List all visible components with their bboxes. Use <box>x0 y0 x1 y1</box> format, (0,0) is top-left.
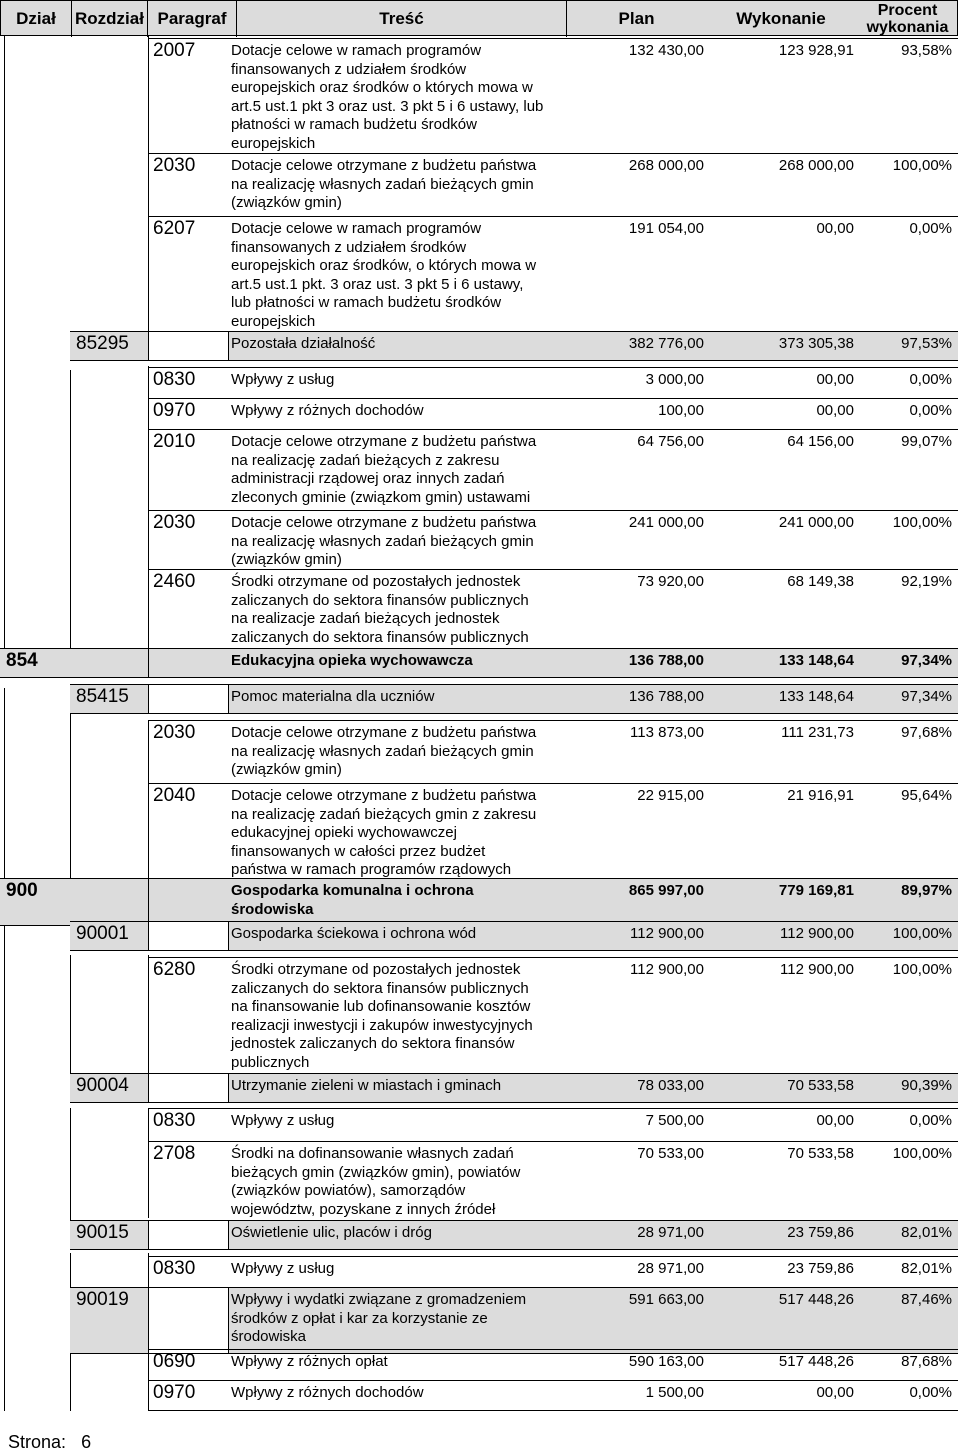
rozdzial-left-rule-6 <box>70 1345 71 1411</box>
header-plan: Plan <box>566 1 706 37</box>
plan-value: 136 788,00 <box>628 652 704 669</box>
wykonanie-value: 133 148,64 <box>778 688 854 705</box>
paragraf-code: 0970 <box>153 1382 196 1403</box>
plan-value: 113 873,00 <box>630 724 704 741</box>
paragraf-top-rule <box>148 510 958 511</box>
row-description-line: publicznych <box>231 1053 310 1071</box>
paragraf-code: 2010 <box>153 431 196 452</box>
header-wykonanie: Wykonanie <box>736 9 826 28</box>
paragraf-code: 2460 <box>153 571 196 592</box>
procent-value: 100,00% <box>892 514 952 531</box>
row-description-line: na realizację własnych zadań bieżących gmin <box>231 742 534 760</box>
procent-value: 82,01% <box>901 1260 952 1277</box>
rozdzial-gap <box>148 684 228 713</box>
plan-value: 7 500,00 <box>645 1112 704 1129</box>
row-description-line: (związków gmin) <box>231 194 342 211</box>
paragraf-code: 6207 <box>153 218 196 239</box>
row-description-line: państwa w ramach programów rządowych <box>231 861 512 878</box>
rozdzial-tresc-rule <box>228 921 229 950</box>
paragraf-left-rule-4 <box>148 955 149 1075</box>
plan-value: 28 971,00 <box>637 1260 704 1277</box>
row-description-line: Środki otrzymane od pozostałych jednostek <box>231 961 521 978</box>
plan-value: 1 500,00 <box>645 1384 704 1401</box>
paragraf-top-rule <box>148 569 958 570</box>
paragraf-left-rule-6 <box>148 1253 149 1288</box>
row-description-line: na finansowanie lub dofinansowanie kosztów <box>231 998 531 1015</box>
procent-value: 100,00% <box>892 961 952 978</box>
row-description-line: płatności w ramach budżetu środków <box>231 116 477 133</box>
row-description-line: środowiska <box>231 900 314 918</box>
paragraf-left-rule-5 <box>148 1108 149 1218</box>
row-description-line: lub płatności w ramach budżetu środków <box>231 294 502 311</box>
plan-value: 132 430,00 <box>628 42 704 59</box>
rozdzial-bottom-rule <box>70 360 958 361</box>
row-description-line: (związków powiatów), samorządów <box>231 1182 466 1199</box>
row-description-line: zaliczanych do sektora finansów publicznych <box>231 591 529 609</box>
procent-value: 89,97% <box>901 882 952 899</box>
row-description-line: Dotacje celowe w ramach programów <box>231 42 482 59</box>
rozdzial-left-rule-4 <box>70 1108 71 1223</box>
row-description-line: Pozostała działalność <box>231 335 376 352</box>
row-description-line: województw, pozyskane z innych źródeł <box>231 1200 496 1218</box>
header-paragraf: Paragraf <box>147 1 236 37</box>
rozdzial-bottom-rule <box>70 1102 958 1103</box>
row-description-line: edukacyjnej opieki wychowawczej <box>231 824 457 841</box>
wykonanie-value: 517 448,26 <box>778 1291 854 1308</box>
procent-value: 97,53% <box>901 335 952 352</box>
row-description-line: europejskich <box>231 134 316 152</box>
paragraf-top-rule <box>148 783 958 784</box>
row-description-line: na realizację zadań bieżących gmin z zakresu <box>231 805 537 823</box>
rozdzial-paragraf-rule <box>148 1073 149 1102</box>
footer-label: Strona: <box>8 1432 67 1452</box>
plan-value: 64 756,00 <box>637 433 704 450</box>
wykonanie-value: 23 759,86 <box>787 1224 854 1241</box>
plan-value: 865 997,00 <box>628 882 704 899</box>
procent-value: 97,34% <box>901 652 952 669</box>
rozdzial-code: 90019 <box>76 1289 129 1310</box>
row-description-line: Dotacje celowe otrzymane z budżetu państwa <box>231 157 537 174</box>
row-description-line: na realizację własnych zadań bieżących gmin <box>231 532 534 550</box>
rozdzial-left-rule-2 <box>70 688 71 883</box>
wykonanie-value: 373 305,38 <box>778 335 854 352</box>
table-bottom-rule <box>148 1410 958 1411</box>
row-description-line: zaliczanych do sektora finansów publicznych <box>231 628 529 646</box>
header-procent-line2: wykonania <box>866 19 949 36</box>
paragraf-code: 0690 <box>153 1351 196 1372</box>
wykonanie-value: 112 900,00 <box>780 925 854 942</box>
procent-value: 100,00% <box>892 157 952 174</box>
dzial-left-rule <box>4 36 5 648</box>
paragraf-code: 2030 <box>153 722 196 743</box>
paragraf-top-rule <box>148 1108 958 1109</box>
procent-value: 100,00% <box>892 1145 952 1162</box>
row-description-line: Utrzymanie zieleni w miastach i gminach <box>231 1077 502 1094</box>
plan-value: 268 000,00 <box>628 157 704 174</box>
plan-value: 78 033,00 <box>637 1077 704 1094</box>
procent-value: 87,68% <box>901 1353 952 1370</box>
rozdzial-left-rule-5 <box>70 1253 71 1290</box>
wykonanie-value: 70 533,58 <box>787 1077 854 1094</box>
paragraf-code: 0830 <box>153 1258 196 1279</box>
paragraf-code: 2007 <box>153 40 196 61</box>
dzial-code: 854 <box>6 650 38 671</box>
paragraf-code: 2708 <box>153 1143 196 1164</box>
plan-value: 241 000,00 <box>628 514 704 531</box>
rozdzial-code: 90001 <box>76 923 129 944</box>
rozdzial-top-rule <box>70 1220 958 1221</box>
paragraf-left-rule-3 <box>148 720 149 880</box>
plan-value: 28 971,00 <box>637 1224 704 1241</box>
procent-value: 97,34% <box>901 688 952 705</box>
wykonanie-value: 00,00 <box>816 220 854 237</box>
paragraf-code: 2030 <box>153 155 196 176</box>
wykonanie-value: 112 900,00 <box>780 961 854 978</box>
row-description-line: europejskich oraz środków, o których mowa w <box>231 257 537 274</box>
row-description-line: art.5 ust.1 pkt 3 oraz ust. 3 pkt 5 i 6 ustawy, lub <box>231 97 544 115</box>
rozdzial-tresc-rule <box>228 331 229 360</box>
wykonanie-value: 111 231,73 <box>781 724 854 741</box>
rozdzial-code: 85415 <box>76 686 129 707</box>
paragraf-top-rule <box>148 367 958 368</box>
header-procent <box>856 1 959 37</box>
rozdzial-tresc-rule <box>228 1287 229 1353</box>
row-description-line: art.5 ust.1 pkt. 3 oraz ust. 3 pkt 5 i 6 ustawy, <box>231 275 524 293</box>
rozdzial-tresc-rule <box>228 1073 229 1102</box>
paragraf-top-rule <box>148 1380 958 1381</box>
wykonanie-value: 68 149,38 <box>787 573 854 590</box>
row-description-line: Środki na dofinansowanie własnych zadań <box>231 1145 514 1162</box>
rozdzial-gap <box>148 331 228 360</box>
paragraf-left-rule-7 <box>148 1345 149 1411</box>
page-footer <box>8 1432 91 1453</box>
rozdzial-top-rule <box>70 1073 958 1074</box>
wykonanie-value: 00,00 <box>816 1384 854 1401</box>
row-description-line: na realizację zadań bieżących z zakresu <box>231 451 500 469</box>
row-description-line: Wpływy z różnych dochodów <box>231 1384 424 1401</box>
row-description-line: zleconych gminie (związkom gmin) ustawami <box>231 488 531 506</box>
header-tresc: Treść <box>236 1 566 37</box>
plan-value: 3 000,00 <box>645 371 704 388</box>
table-header <box>0 0 958 36</box>
rozdzial-top-rule <box>70 921 958 922</box>
plan-value: 382 776,00 <box>628 335 704 352</box>
paragraf-code: 6280 <box>153 959 196 980</box>
row-description-line: środowiska <box>231 1328 307 1345</box>
row-description-line: finansowanych w całości przez budżet <box>231 842 486 860</box>
row-description-line: Pomoc materialna dla uczniów <box>231 688 435 705</box>
wykonanie-value: 241 000,00 <box>778 514 854 531</box>
dzial-code: 900 <box>6 880 38 901</box>
rozdzial-left-rule-3 <box>70 955 71 1080</box>
rozdzial-bottom-rule <box>70 713 958 714</box>
wykonanie-value: 779 169,81 <box>778 882 854 899</box>
paragraf-code: 2040 <box>153 785 196 806</box>
row-description-line: Wpływy z usług <box>231 371 335 388</box>
plan-value: 591 663,00 <box>628 1291 704 1308</box>
dzial-top-rule <box>0 648 958 649</box>
row-description-line: europejskich <box>231 312 316 330</box>
row-description-line: Wpływy z usług <box>231 1112 335 1129</box>
plan-value: 112 900,00 <box>630 961 704 978</box>
paragraf-top-rule <box>148 1256 958 1257</box>
wykonanie-value: 00,00 <box>816 1112 854 1129</box>
wykonanie-value: 21 916,91 <box>787 787 854 804</box>
paragraf-code: 2030 <box>153 512 196 533</box>
rozdzial-gap <box>148 921 228 950</box>
row-description-line: Dotacje celowe otrzymane z budżetu państwa <box>231 433 537 450</box>
rozdzial-gap <box>148 1073 228 1102</box>
rozdzial-paragraf-rule <box>148 331 149 360</box>
procent-value: 100,00% <box>892 925 952 942</box>
plan-value: 112 900,00 <box>630 925 704 942</box>
wykonanie-value: 517 448,26 <box>778 1353 854 1370</box>
dzial-left-rule-2 <box>4 688 5 883</box>
rozdzial-code: 90015 <box>76 1222 129 1243</box>
wykonanie-value: 133 148,64 <box>778 652 854 669</box>
paragraf-top-rule <box>148 429 958 430</box>
header-procent-line1: Procent <box>877 2 938 19</box>
rozdzial-top-rule <box>70 684 958 685</box>
paragraf-top-rule <box>148 957 958 958</box>
dzial-bottom-rule <box>0 677 958 678</box>
dzial-paragraf-rule <box>148 648 149 677</box>
rozdzial-gap <box>148 1220 228 1249</box>
row-description-line: bieżących gmin (związków gmin), powiatów <box>231 1163 521 1181</box>
row-description-line: Dotacje celowe otrzymane z budżetu państwa <box>231 514 537 531</box>
row-description-line: środków z opłat i kar za korzystanie ze <box>231 1309 488 1327</box>
rozdzial-gap <box>148 1287 228 1353</box>
rozdzial-code: 85295 <box>76 333 129 354</box>
row-description-line: Wpływy z różnych opłat <box>231 1353 388 1370</box>
plan-value: 100,00 <box>658 402 704 419</box>
procent-value: 0,00% <box>909 402 952 419</box>
wykonanie-value: 23 759,86 <box>787 1260 854 1277</box>
row-description-line: Gospodarka ściekowa i ochrona wód <box>231 925 477 942</box>
procent-value: 93,58% <box>901 42 952 59</box>
row-description-line: Środki otrzymane od pozostałych jednostek <box>231 573 521 590</box>
rozdzial-paragraf-rule <box>148 921 149 950</box>
row-description-line: Dotacje celowe w ramach programów <box>231 220 482 237</box>
wykonanie-value: 00,00 <box>816 402 854 419</box>
paragraf-top-rule <box>148 1349 958 1350</box>
dzial-left-rule-3 <box>4 921 5 1411</box>
paragraf-top-rule <box>148 216 958 217</box>
row-description-line: na realizacje zadań bieżących jednostek <box>231 610 500 627</box>
wykonanie-value: 64 156,00 <box>787 433 854 450</box>
row-description-line: Wpływy i wydatki związane z gromadzeniem <box>231 1291 527 1308</box>
rozdzial-bottom-rule <box>70 950 958 951</box>
wykonanie-value: 00,00 <box>816 371 854 388</box>
row-description-line: Oświetlenie ulic, placów i dróg <box>231 1224 432 1241</box>
rozdzial-bottom-rule <box>70 1249 958 1250</box>
row-description-line: europejskich oraz środków o których mowa w <box>231 79 533 96</box>
plan-value: 590 163,00 <box>628 1353 704 1370</box>
footer-page-number: 6 <box>81 1432 92 1452</box>
rozdzial-tresc-rule <box>228 684 229 713</box>
row-description-line: (związków gmin) <box>231 551 342 568</box>
paragraf-code: 0830 <box>153 1110 196 1131</box>
plan-value: 191 054,00 <box>628 220 704 237</box>
procent-value: 97,68% <box>901 724 952 741</box>
procent-value: 0,00% <box>909 1112 952 1129</box>
wykonanie-value: 268 000,00 <box>778 157 854 174</box>
wykonanie-value: 123 928,91 <box>778 42 854 59</box>
procent-value: 95,64% <box>901 787 952 804</box>
row-description-line: na realizację własnych zadań bieżących gmin <box>231 175 534 193</box>
procent-value: 0,00% <box>909 220 952 237</box>
row-description-line: Gospodarka komunalna i ochrona <box>231 882 474 899</box>
procent-value: 87,46% <box>901 1291 952 1308</box>
paragraf-top-rule <box>148 398 958 399</box>
paragraf-top-rule <box>148 38 958 39</box>
paragraf-code: 0830 <box>153 369 196 390</box>
rozdzial-code: 90004 <box>76 1075 129 1096</box>
procent-value: 92,19% <box>901 573 952 590</box>
row-description-line: Wpływy z różnych dochodów <box>231 402 424 419</box>
row-description-line: finansowanych z udziałem środków <box>231 238 467 256</box>
procent-value: 99,07% <box>901 433 952 450</box>
rozdzial-paragraf-rule <box>148 1287 149 1353</box>
rozdzial-top-rule <box>70 331 958 332</box>
paragraf-code: 0970 <box>153 400 196 421</box>
rozdzial-paragraf-rule <box>148 1220 149 1249</box>
paragraf-left-rule-1 <box>148 36 149 336</box>
row-description-line: Wpływy z usług <box>231 1260 335 1277</box>
row-description-line: Dotacje celowe otrzymane z budżetu państwa <box>231 787 537 804</box>
row-description-line: zaliczanych do sektora finansów publicznych <box>231 979 529 997</box>
row-description-line: Dotacje celowe otrzymane z budżetu państwa <box>231 724 537 741</box>
row-description-line: (związków gmin) <box>231 761 342 778</box>
row-description-line: administracji rządowej oraz innych zadań <box>231 470 505 487</box>
row-description-line: finansowanych z udziałem środków <box>231 60 467 78</box>
row-description-line: realizacji inwestycji i zakupów inwestycyjnych <box>231 1016 533 1034</box>
row-description-line: jednostek zaliczanych do sektora finansów <box>231 1035 515 1052</box>
paragraf-top-rule <box>148 153 958 154</box>
dzial-paragraf-rule <box>148 878 149 925</box>
row-description-line: Edukacyjna opieka wychowawcza <box>231 652 473 669</box>
plan-value: 136 788,00 <box>628 688 704 705</box>
header-dzial: Dział <box>16 9 56 28</box>
header-rozdzial: Rozdział <box>71 1 147 37</box>
plan-value: 73 920,00 <box>637 573 704 590</box>
procent-value: 82,01% <box>901 1224 952 1241</box>
wykonanie-value: 70 533,58 <box>787 1145 854 1162</box>
paragraf-top-rule <box>148 1141 958 1142</box>
rozdzial-paragraf-rule <box>148 684 149 713</box>
paragraf-top-rule <box>148 720 958 721</box>
procent-value: 90,39% <box>901 1077 952 1094</box>
procent-value: 0,00% <box>909 371 952 388</box>
plan-value: 22 915,00 <box>637 787 704 804</box>
rozdzial-left-rule-1 <box>70 370 71 650</box>
dzial-top-rule <box>0 878 958 879</box>
rozdzial-tresc-rule <box>228 1220 229 1249</box>
procent-value: 0,00% <box>909 1384 952 1401</box>
plan-value: 70 533,00 <box>637 1145 704 1162</box>
rozdzial-top-rule <box>70 1287 958 1288</box>
